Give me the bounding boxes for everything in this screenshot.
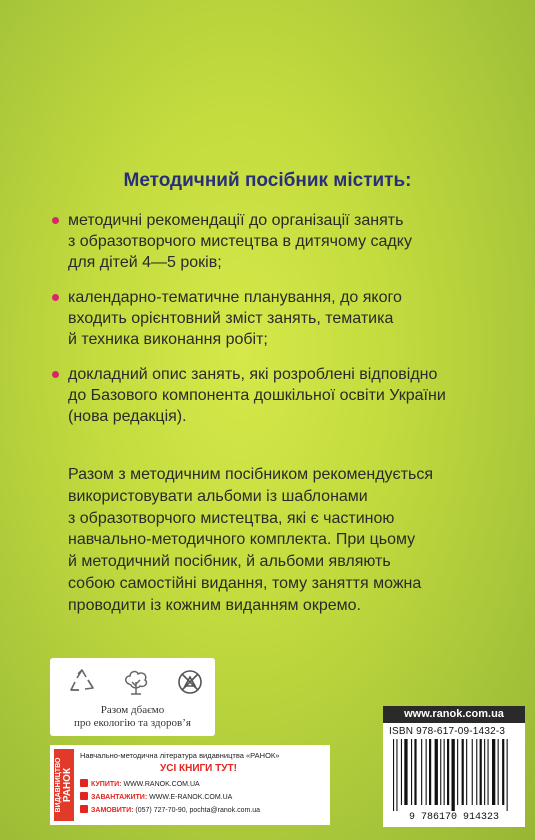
eco-caption-line: про екологію та здоров’я	[74, 717, 191, 729]
publisher-website: www.ranok.com.ua	[383, 706, 525, 723]
ad-row-order	[80, 805, 260, 814]
barcode-panel	[383, 723, 525, 827]
paragraph-line: використовувати альбоми із шаблонами	[68, 487, 368, 505]
paragraph-line: собою самостійні видання, тому заняття можна	[68, 574, 422, 592]
ad-row-value: WWW.E-RANOK.COM.UA	[149, 794, 233, 801]
list-item-line: (нова редакція).	[68, 408, 187, 425]
list-item-line: входить орієнтовний зміст занять, тематика	[68, 310, 394, 327]
eco-caption	[50, 704, 215, 730]
bullet-dot-icon	[52, 294, 59, 301]
ad-all-books: УСІ КНИГИ ТУТ!	[160, 763, 237, 774]
list-item-line: докладний опис занять, які розроблені відповідно	[68, 366, 438, 383]
bullet-dot-icon	[52, 217, 59, 224]
barcode-digits: 9 786170 914323	[408, 812, 499, 823]
paragraph-line: навчально-методичного комплекта. При цьому	[68, 531, 416, 549]
paragraph-line: з образотворчого мистецтва, які є частиною	[68, 509, 395, 527]
list-item-line: й техника виконання робіт;	[68, 331, 268, 348]
isbn-number: ISBN 978-617-09-1432-3	[389, 726, 506, 737]
ad-row-value: WWW.RANOK.COM.UA	[123, 781, 200, 788]
barcode-icon	[391, 739, 517, 811]
logo-top-text: ВИДАВНИЦТВО	[55, 757, 62, 813]
ad-title: Навчально-методична література видавництва «РАНОК»	[80, 751, 280, 760]
cart-icon	[80, 779, 88, 787]
eco-badge	[50, 658, 215, 736]
list-item-line: для дітей 4—5 років;	[68, 254, 222, 271]
list-item-line: до Базового компонента дошкільної освіти України	[68, 387, 446, 404]
ad-row-label: ЗАВАНТАЖИТИ:	[91, 794, 148, 801]
list-item	[52, 364, 522, 427]
list-item-line: методичні рекомендації до організації занять	[68, 212, 404, 229]
publisher-ad	[50, 745, 330, 825]
recycle-icon	[68, 668, 96, 696]
list-item	[52, 210, 522, 273]
ad-row-download	[80, 792, 232, 801]
ad-row-value: (057) 727-70-90, pochta@ranok.com.ua	[135, 807, 261, 814]
paragraph-line: проводити із кожним виданням окремо.	[68, 596, 361, 614]
paragraph-line: й методичний посібник, й альбоми являють	[68, 553, 391, 571]
ad-row-buy	[80, 779, 200, 788]
list-item-line: календарно-тематичне планування, до якого	[68, 289, 402, 306]
logo-name-text: РАНОК	[62, 767, 73, 803]
ad-row-label: КУПИТИ:	[91, 781, 122, 788]
section-heading: Методичний посібник містить:	[123, 170, 412, 191]
contents-list	[52, 210, 522, 441]
no-chlorine-icon	[176, 668, 204, 696]
list-item	[52, 287, 522, 350]
download-icon	[80, 792, 88, 800]
ad-row-label: ЗАМОВИТИ:	[91, 807, 134, 814]
ranok-logo	[54, 749, 74, 821]
bullet-dot-icon	[52, 371, 59, 378]
list-item-line: з образотворчого мистецтва в дитячому садку	[68, 233, 412, 250]
eco-icons	[68, 668, 203, 696]
paragraph-line: Разом з методичним посібником рекомендується	[68, 466, 434, 483]
phone-icon	[80, 805, 88, 813]
tree-icon	[122, 668, 150, 696]
description-paragraph	[68, 464, 523, 617]
eco-caption-line: Разом дбаємо	[100, 704, 165, 716]
